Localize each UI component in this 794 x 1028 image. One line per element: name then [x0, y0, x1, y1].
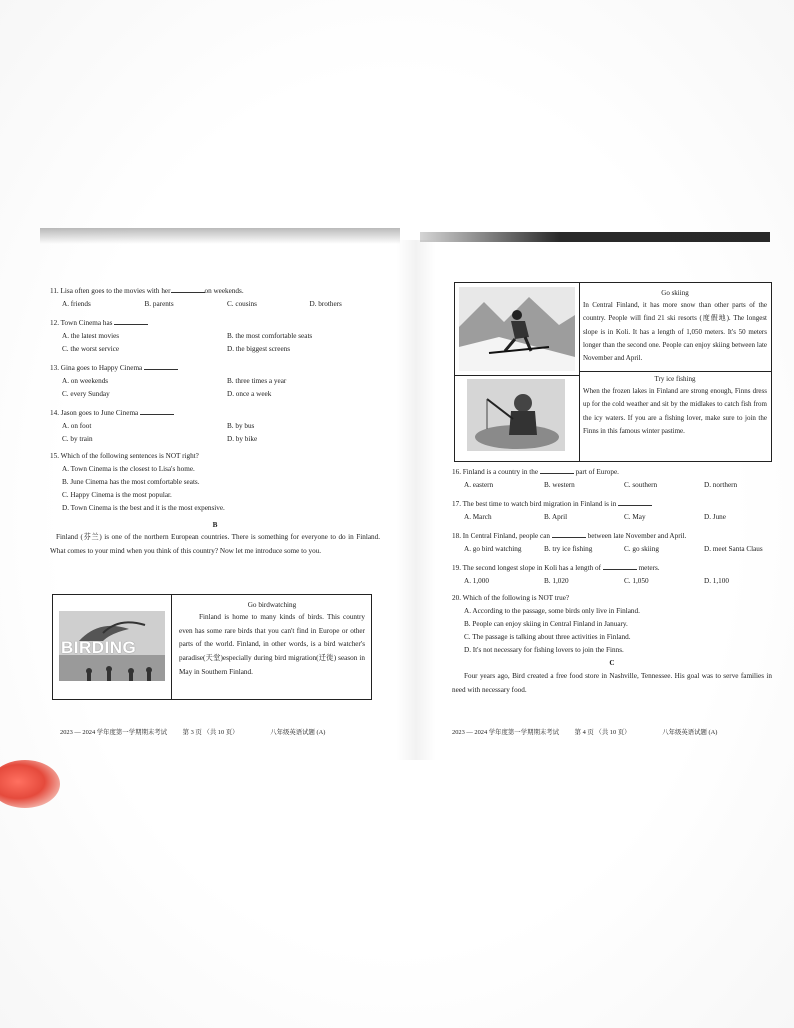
- option: A. Town Cinema is the closest to Lisa's home.: [62, 465, 195, 473]
- option: B. 1,020: [544, 577, 569, 585]
- option: B. People can enjoy skiing in Central Finland in January.: [464, 620, 628, 628]
- q15-stem: 15. Which of the following sentences is NOT right?: [50, 452, 199, 460]
- option: C. every Sunday: [62, 390, 110, 398]
- option: C. Happy Cinema is the most popular.: [62, 491, 172, 499]
- birding-image-text: BIRDING: [61, 638, 137, 657]
- question-20: [452, 594, 772, 655]
- birding-illustration: [59, 611, 165, 681]
- option: A. friends: [62, 300, 91, 308]
- q16-stem-b: part of Europe.: [575, 468, 619, 476]
- q13-stem: 13. Gina goes to Happy Cinema: [50, 364, 143, 372]
- box-divider: [579, 371, 771, 372]
- finland-intro: Finland (芬兰) is one of the northern European countries. There is something for everyone to do in Finland. What comes to your mind when you think of this country? Now let me introduce some to you.: [50, 533, 380, 555]
- q17-stem: 17. The best time to watch bird migration in Finland is in: [452, 500, 617, 508]
- question-17: [452, 498, 772, 526]
- q11-stem-b: on weekends.: [204, 287, 244, 295]
- left-page-footer: [60, 727, 390, 736]
- right-page: [452, 466, 772, 697]
- question-11: [50, 285, 380, 313]
- skiing-illustration: [459, 287, 575, 371]
- question-18: [452, 530, 772, 558]
- option: C. the worst service: [62, 345, 120, 353]
- question-15: [50, 452, 380, 513]
- q18-stem-b: between late November and April.: [587, 532, 687, 540]
- option: C. cousins: [227, 300, 257, 308]
- option: B. June Cinema has the most comfortable seats.: [62, 478, 200, 486]
- q19-stem-a: 19. The second longest slope in Koli has a length of: [452, 564, 601, 572]
- option: C. May: [624, 513, 646, 521]
- question-19: [452, 562, 772, 590]
- q17-options: [452, 513, 772, 526]
- book-gutter: [396, 240, 436, 760]
- option: D. It's not necessary for fishing lovers to join the Finns.: [464, 646, 624, 654]
- question-14: [50, 407, 380, 448]
- q11-options: [50, 300, 380, 313]
- option: B. try ice fishing: [544, 545, 593, 553]
- left-page: [50, 285, 380, 558]
- skiing-text: In Central Finland, it has more snow than other parts of the country. People will find 21 ski resorts (度假地). The longest slope is in Koli. It has a length of 1,050 meters. It's 50 meters longer than the second one. People can enjoy skiing between late November and April.: [583, 301, 767, 363]
- answer-blank: [114, 317, 148, 325]
- option: A. go bird watching: [464, 545, 522, 553]
- question-13: [50, 362, 380, 403]
- option: B. western: [544, 481, 575, 489]
- option: A. the latest movies: [62, 332, 120, 340]
- option: D. the biggest screens: [227, 345, 291, 353]
- option: A. March: [464, 513, 492, 521]
- footer-page-number: 第 3 页 （共 10 页）: [182, 729, 239, 736]
- question-12: [50, 317, 380, 358]
- option: D. June: [704, 513, 726, 521]
- birdwatching-text: Finland is home to many kinds of birds. This country even has some rare birds that you can't find in Europe or other parts of the world. Finland, in other words, is a bird watcher's paradise(天堂)especially during bird migration(迁徙) season in May in Southern Finland.: [179, 613, 365, 676]
- option: A. 1,000: [464, 577, 489, 585]
- option: D. by bike: [227, 435, 258, 443]
- option: A. According to the passage, some birds only live in Finland.: [464, 607, 640, 615]
- passage-c-text: Four years ago, Bird created a free food store in Nashville, Tennessee. His goal was to serve families in need with necessary food.: [452, 672, 772, 694]
- option: D. brothers: [309, 300, 342, 308]
- q14-stem: 14. Jason goes to June Cinema: [50, 409, 139, 417]
- option: B. parents: [144, 300, 174, 308]
- q14-options: [50, 422, 380, 448]
- section-b-heading: B: [212, 521, 218, 529]
- q12-options: [50, 332, 380, 358]
- option: D. meet Santa Claus: [704, 545, 763, 553]
- q13-options: [50, 377, 380, 403]
- q12-stem: 12. Town Cinema has: [50, 319, 113, 327]
- birdwatching-title: Go birdwatching: [247, 601, 297, 609]
- box-divider: [171, 595, 172, 699]
- option: B. the most comfortable seats: [227, 332, 313, 340]
- answer-blank: [603, 562, 637, 570]
- footer-exam-title: 2023 — 2024 学年度第一学期期末考试: [452, 729, 560, 736]
- q11-stem-a: 11. Lisa often goes to the movies with her: [50, 287, 171, 295]
- footer-page-number: 第 4 页 （共 10 页）: [574, 729, 631, 736]
- option: B. April: [544, 513, 568, 521]
- option: A. on foot: [62, 422, 92, 430]
- fishing-title: Try ice fishing: [654, 375, 696, 383]
- option: C. by train: [62, 435, 93, 443]
- option: D. once a week: [227, 390, 272, 398]
- answer-blank: [144, 362, 178, 370]
- box-divider: [455, 375, 579, 376]
- q18-stem-a: 18. In Central Finland, people can: [452, 532, 551, 540]
- skiing-fishing-box: [454, 282, 772, 462]
- q19-options: [452, 577, 772, 590]
- option: A. on weekends: [62, 377, 109, 385]
- q16-options: [452, 481, 772, 494]
- ice-fishing-illustration: [467, 379, 565, 451]
- box-divider: [579, 283, 580, 461]
- option: D. northern: [704, 481, 738, 489]
- answer-blank: [140, 407, 174, 415]
- option: A. eastern: [464, 481, 494, 489]
- footer-exam-title: 2023 — 2024 学年度第一学期期末考试: [60, 729, 168, 736]
- option: C. southern: [624, 481, 658, 489]
- skiing-title: Go skiing: [661, 289, 689, 297]
- q20-stem: 20. Which of the following is NOT true?: [452, 594, 570, 602]
- answer-blank: [540, 466, 574, 474]
- q18-options: [452, 545, 772, 558]
- q19-stem-b: meters.: [638, 564, 660, 572]
- section-c-heading: C: [609, 659, 615, 667]
- option: C. 1,050: [624, 577, 649, 585]
- fishing-text: When the frozen lakes in Finland are strong enough, Finns dress up for the cold weather and sit by the midlakes to catch fish from the icy waters. If you are a fishing lover, make sure to join the Finns in this famous winter pastime.: [583, 387, 767, 435]
- answer-blank: [618, 498, 652, 506]
- q20-options: [452, 607, 772, 655]
- option: D. Town Cinema is the best and it is the most expensive.: [62, 504, 225, 512]
- q16-stem-a: 16. Finland is a country in the: [452, 468, 539, 476]
- option: D. 1,100: [704, 577, 729, 585]
- answer-blank: [552, 530, 586, 538]
- page-edge-shadow-right: [420, 232, 770, 242]
- footer-paper-name: 八年级英语试题 (A): [270, 729, 326, 736]
- option: C. The passage is talking about three activities in Finland.: [464, 633, 631, 641]
- option: B. three times a year: [227, 377, 287, 385]
- footer-paper-name: 八年级英语试题 (A): [662, 729, 718, 736]
- option: C. go skiing: [624, 545, 659, 553]
- question-16: [452, 466, 772, 494]
- right-page-footer: [452, 727, 782, 736]
- option: B. by bus: [227, 422, 255, 430]
- answer-blank: [171, 285, 205, 293]
- birdwatching-box: [52, 594, 372, 700]
- q15-options: [50, 465, 380, 513]
- page-edge-shadow-left: [40, 228, 400, 244]
